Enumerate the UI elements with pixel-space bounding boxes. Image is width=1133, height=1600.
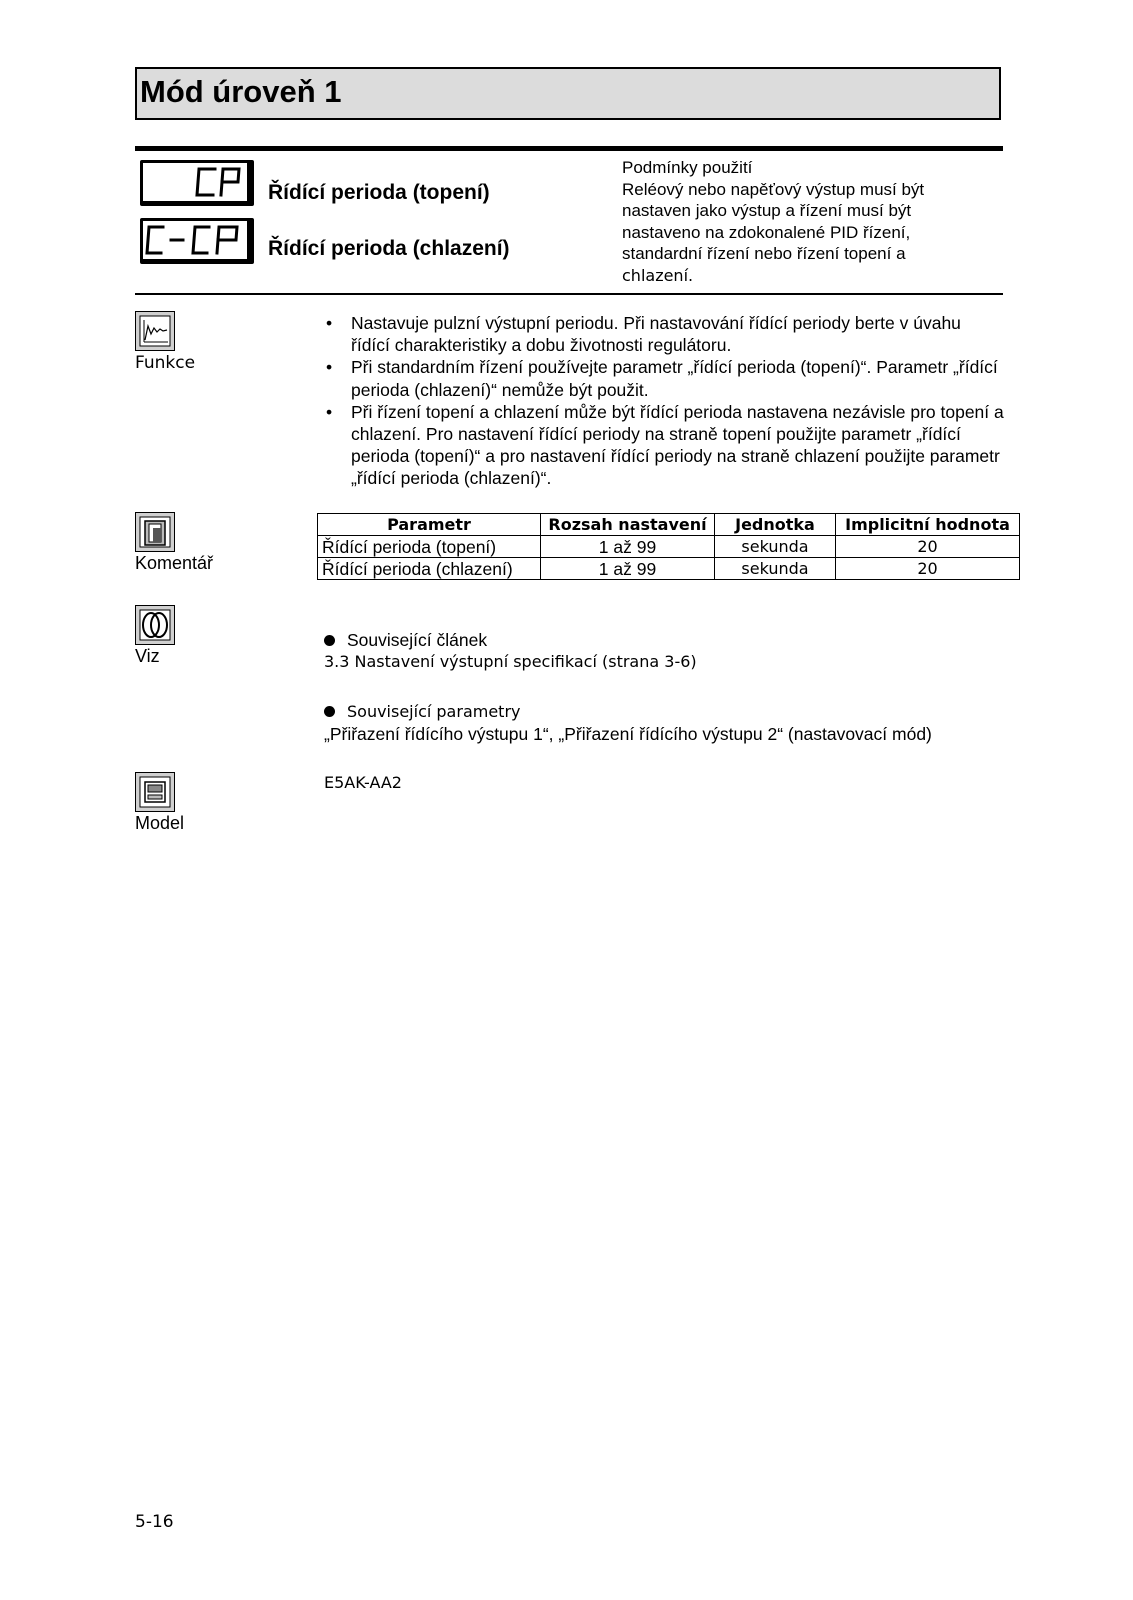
parameter-table — [317, 513, 1020, 580]
table-header: Rozsah nastavení — [541, 514, 715, 536]
top-rule — [135, 146, 1003, 151]
related-article-heading-row — [324, 630, 487, 651]
table-cell: Řídící perioda (topení) — [318, 536, 541, 558]
controller-icon — [135, 772, 175, 812]
section-label-see: Viz — [135, 646, 160, 666]
related-params-heading-row — [324, 702, 521, 721]
comment-icon — [135, 512, 175, 552]
page-number: 5-16 — [135, 1512, 174, 1532]
conditions-line: nastaveno na zdokonalené PID řízení, — [622, 222, 911, 242]
param-name-heating: Řídící perioda (topení) — [268, 181, 490, 204]
lcd-display-cooling — [140, 218, 254, 264]
bullet-dot-icon — [324, 706, 335, 717]
model-name: E5AK-AA2 — [324, 773, 402, 792]
lcd-cp-icon — [143, 163, 247, 201]
list-item: • Při řízení topení a chlazení může být řídící perioda nastavena nezávisle pro topení a chlazení. Pro nastavení řídící periody na straně topení použijte parametr „řídící perioda (topení)“ a pro nastavení řídící periody na straně chlazení použijte parametr „řídící perioda (chlazení)“. — [324, 401, 1004, 490]
related-params: „Přiřazení řídícího výstupu 1“, „Přiřazení řídícího výstupu 2“ (nastavovací mód) — [324, 724, 932, 744]
conditions-line: Reléový nebo napěťový výstup musí být — [622, 179, 925, 199]
link-icon — [135, 605, 175, 645]
table-cell: sekunda — [715, 536, 836, 558]
table-header: Implicitní hodnota — [836, 514, 1020, 536]
table-header: Parametr — [318, 514, 541, 536]
page-title: Mód úroveň 1 — [140, 74, 342, 109]
usage-conditions — [622, 157, 1002, 287]
conditions-line: nastaven jako výstup a řízení musí být — [622, 201, 912, 221]
list-item: • Nastavuje pulzní výstupní periodu. Při nastavování řídící periody berte v úvahu řídící charakteristiky a dobu životnosti regulátoru. — [324, 312, 1004, 356]
lcd-c-cp-icon — [143, 221, 247, 259]
param-name-cooling: Řídící perioda (chlazení) — [268, 237, 510, 260]
table-cell: 1 až 99 — [541, 536, 715, 558]
conditions-line: standardní řízení nebo řízení topení a — [622, 244, 906, 264]
list-item: • Při standardním řízení používejte parametr „řídící perioda (topení)“. Parametr „řídící perioda (chlazení)“ nemůže být použit. — [324, 356, 1004, 400]
conditions-line: chlazení. — [622, 265, 694, 285]
related-article: 3.3 Nastavení výstupní specifikací (strana 3-6) — [324, 652, 697, 671]
lcd-display-heating — [140, 160, 254, 206]
table-header-row — [318, 514, 1020, 536]
table-cell: sekunda — [715, 558, 836, 580]
table-row — [318, 536, 1020, 558]
table-cell: 20 — [836, 558, 1020, 580]
bullet-dot-icon — [324, 635, 335, 646]
page-title-box — [135, 67, 1001, 120]
table-header: Jednotka — [715, 514, 836, 536]
related-params-heading: Související parametry — [347, 702, 521, 721]
table-cell: 20 — [836, 536, 1020, 558]
table-cell: Řídící perioda (chlazení) — [318, 558, 541, 580]
chart-icon — [135, 311, 175, 351]
table-cell: 1 až 99 — [541, 558, 715, 580]
conditions-heading: Podmínky použití — [622, 158, 753, 177]
related-article-heading: Související článek — [347, 630, 488, 650]
section-label-comment: Komentář — [135, 553, 214, 573]
section-label-function: Funkce — [135, 353, 196, 373]
function-bullets — [324, 312, 1004, 490]
section-label-model: Model — [135, 813, 185, 833]
section-rule — [135, 293, 1003, 295]
table-row — [318, 558, 1020, 580]
